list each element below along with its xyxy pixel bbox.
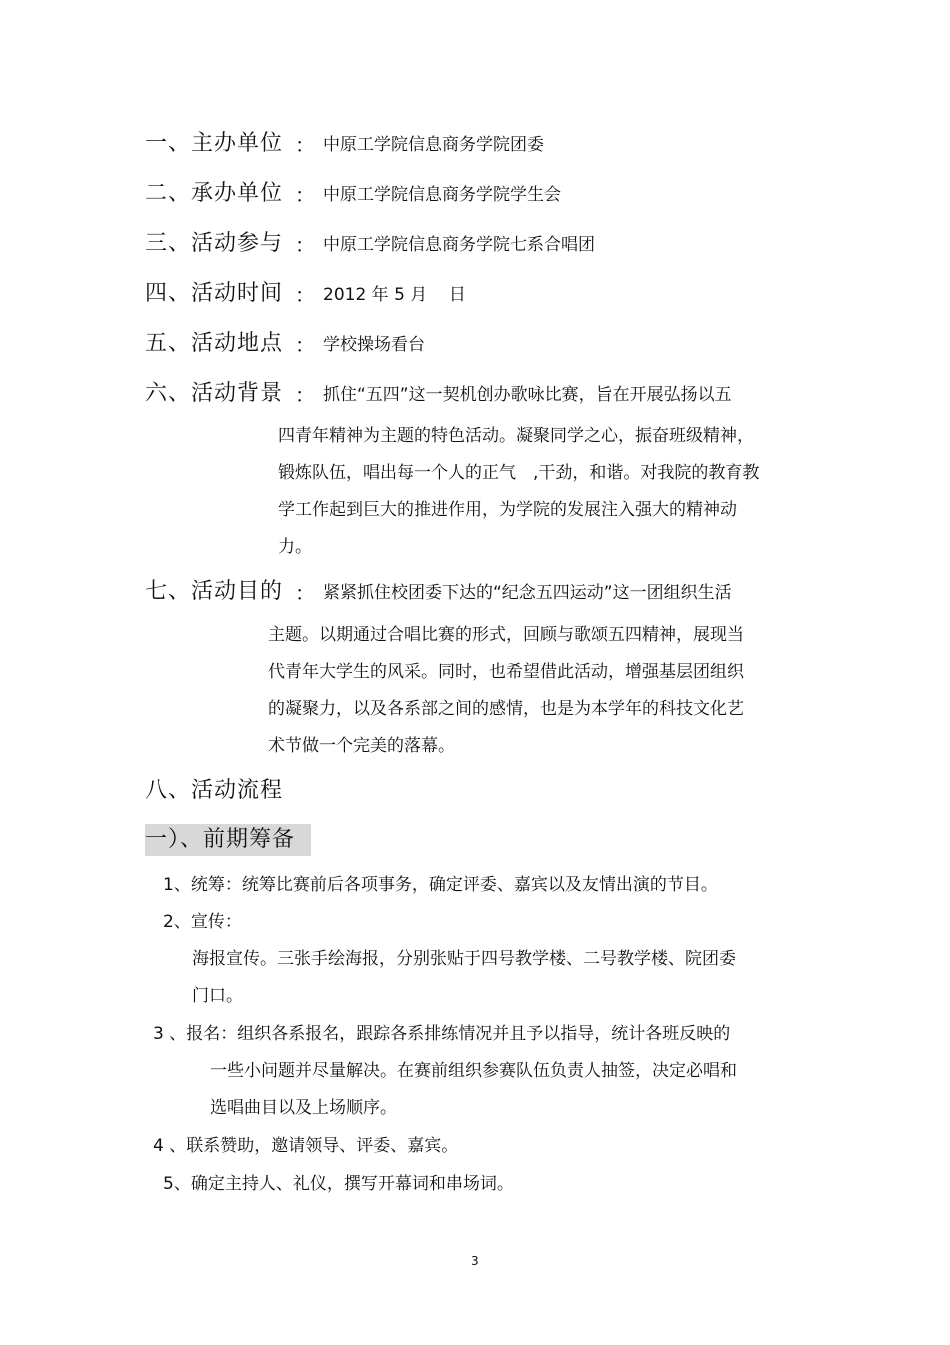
heading-host: 二、承办单位 — [145, 181, 284, 206]
colon: ： — [295, 283, 315, 307]
value-location: 学校操场看台 — [323, 335, 425, 355]
purpose-line: 术节做一个完美的落幕。 — [268, 736, 455, 756]
background-line: 抓住“五四”这一契机创办歌咏比赛，旨在开展弘扬以五 — [323, 385, 732, 405]
colon: ： — [295, 133, 315, 157]
value-organizer: 中原工学院信息商务学院团委 — [323, 135, 544, 155]
value-participants: 中原工学院信息商务学院七系合唱团 — [323, 235, 595, 255]
heading-process: 八、活动流程 — [145, 778, 284, 803]
colon: ： — [295, 233, 315, 257]
purpose-line: 主题。以期通过合唱比赛的形式，回顾与歌颂五四精神，展现当 — [268, 625, 744, 645]
background-line: 四青年精神为主题的特色活动。凝聚同学之心，振奋班级精神， — [278, 426, 754, 446]
purpose-line: 代青年大学生的风采。同时，也希望借此活动，增强基层团组织 — [268, 662, 744, 682]
value-time: 2012 年 5 月 日 — [323, 285, 466, 305]
list-item: 海报宣传。三张手绘海报，分别张贴于四号教学楼、二号教学楼、院团委 — [192, 949, 736, 969]
heading-time: 四、活动时间 — [145, 281, 284, 306]
page-number: 3 — [471, 1254, 479, 1268]
list-item: 3 、报名：组织各系报名，跟踪各系排练情况并且予以指导，统计各班反映的 — [153, 1024, 731, 1044]
background-line: 学工作起到巨大的推进作用，为学院的发展注入强大的精神动 — [278, 500, 737, 520]
value-host: 中原工学院信息商务学院学生会 — [323, 185, 561, 205]
purpose-line: 的凝聚力，以及各系部之间的感情，也是为本学年的科技文化艺 — [268, 699, 744, 719]
heading-background: 六、活动背景 — [145, 381, 284, 406]
colon: ： — [295, 383, 315, 407]
heading-participants: 三、活动参与 — [145, 231, 284, 256]
list-item-continued: 门口。 — [192, 986, 243, 1006]
heading-purpose: 七、活动目的 — [145, 579, 284, 604]
list-item: 4 、联系赞助，邀请领导、评委、嘉宾。 — [153, 1136, 459, 1156]
list-item: 2、宣传： — [163, 912, 242, 932]
list-item-continued: 一些小问题并尽量解决。在赛前组织参赛队伍负责人抽签，决定必唱和 — [210, 1061, 737, 1081]
colon: ： — [295, 333, 315, 357]
heading-organizer: 一、主办单位 — [145, 131, 284, 156]
colon: ： — [295, 183, 315, 207]
colon: ： — [295, 581, 315, 605]
list-item: 1、统筹：统筹比赛前后各项事务，确定评委、嘉宾以及友情出演的节目。 — [163, 875, 718, 895]
background-line: 锻炼队伍，唱出每一个人的正气 ,干劲，和谐。对我院的教育教 — [278, 463, 760, 483]
purpose-line: 紧紧抓住校团委下达的“纪念五四运动”这一团组织生活 — [323, 583, 732, 603]
list-item-continued: 选唱曲目以及上场顺序。 — [210, 1098, 397, 1118]
subsection-title: 一）、前期筹备 — [145, 824, 311, 856]
heading-location: 五、活动地点 — [145, 331, 284, 356]
background-line: 力。 — [278, 537, 312, 557]
list-item: 5、确定主持人、礼仪，撰写开幕词和串场词。 — [163, 1174, 514, 1194]
